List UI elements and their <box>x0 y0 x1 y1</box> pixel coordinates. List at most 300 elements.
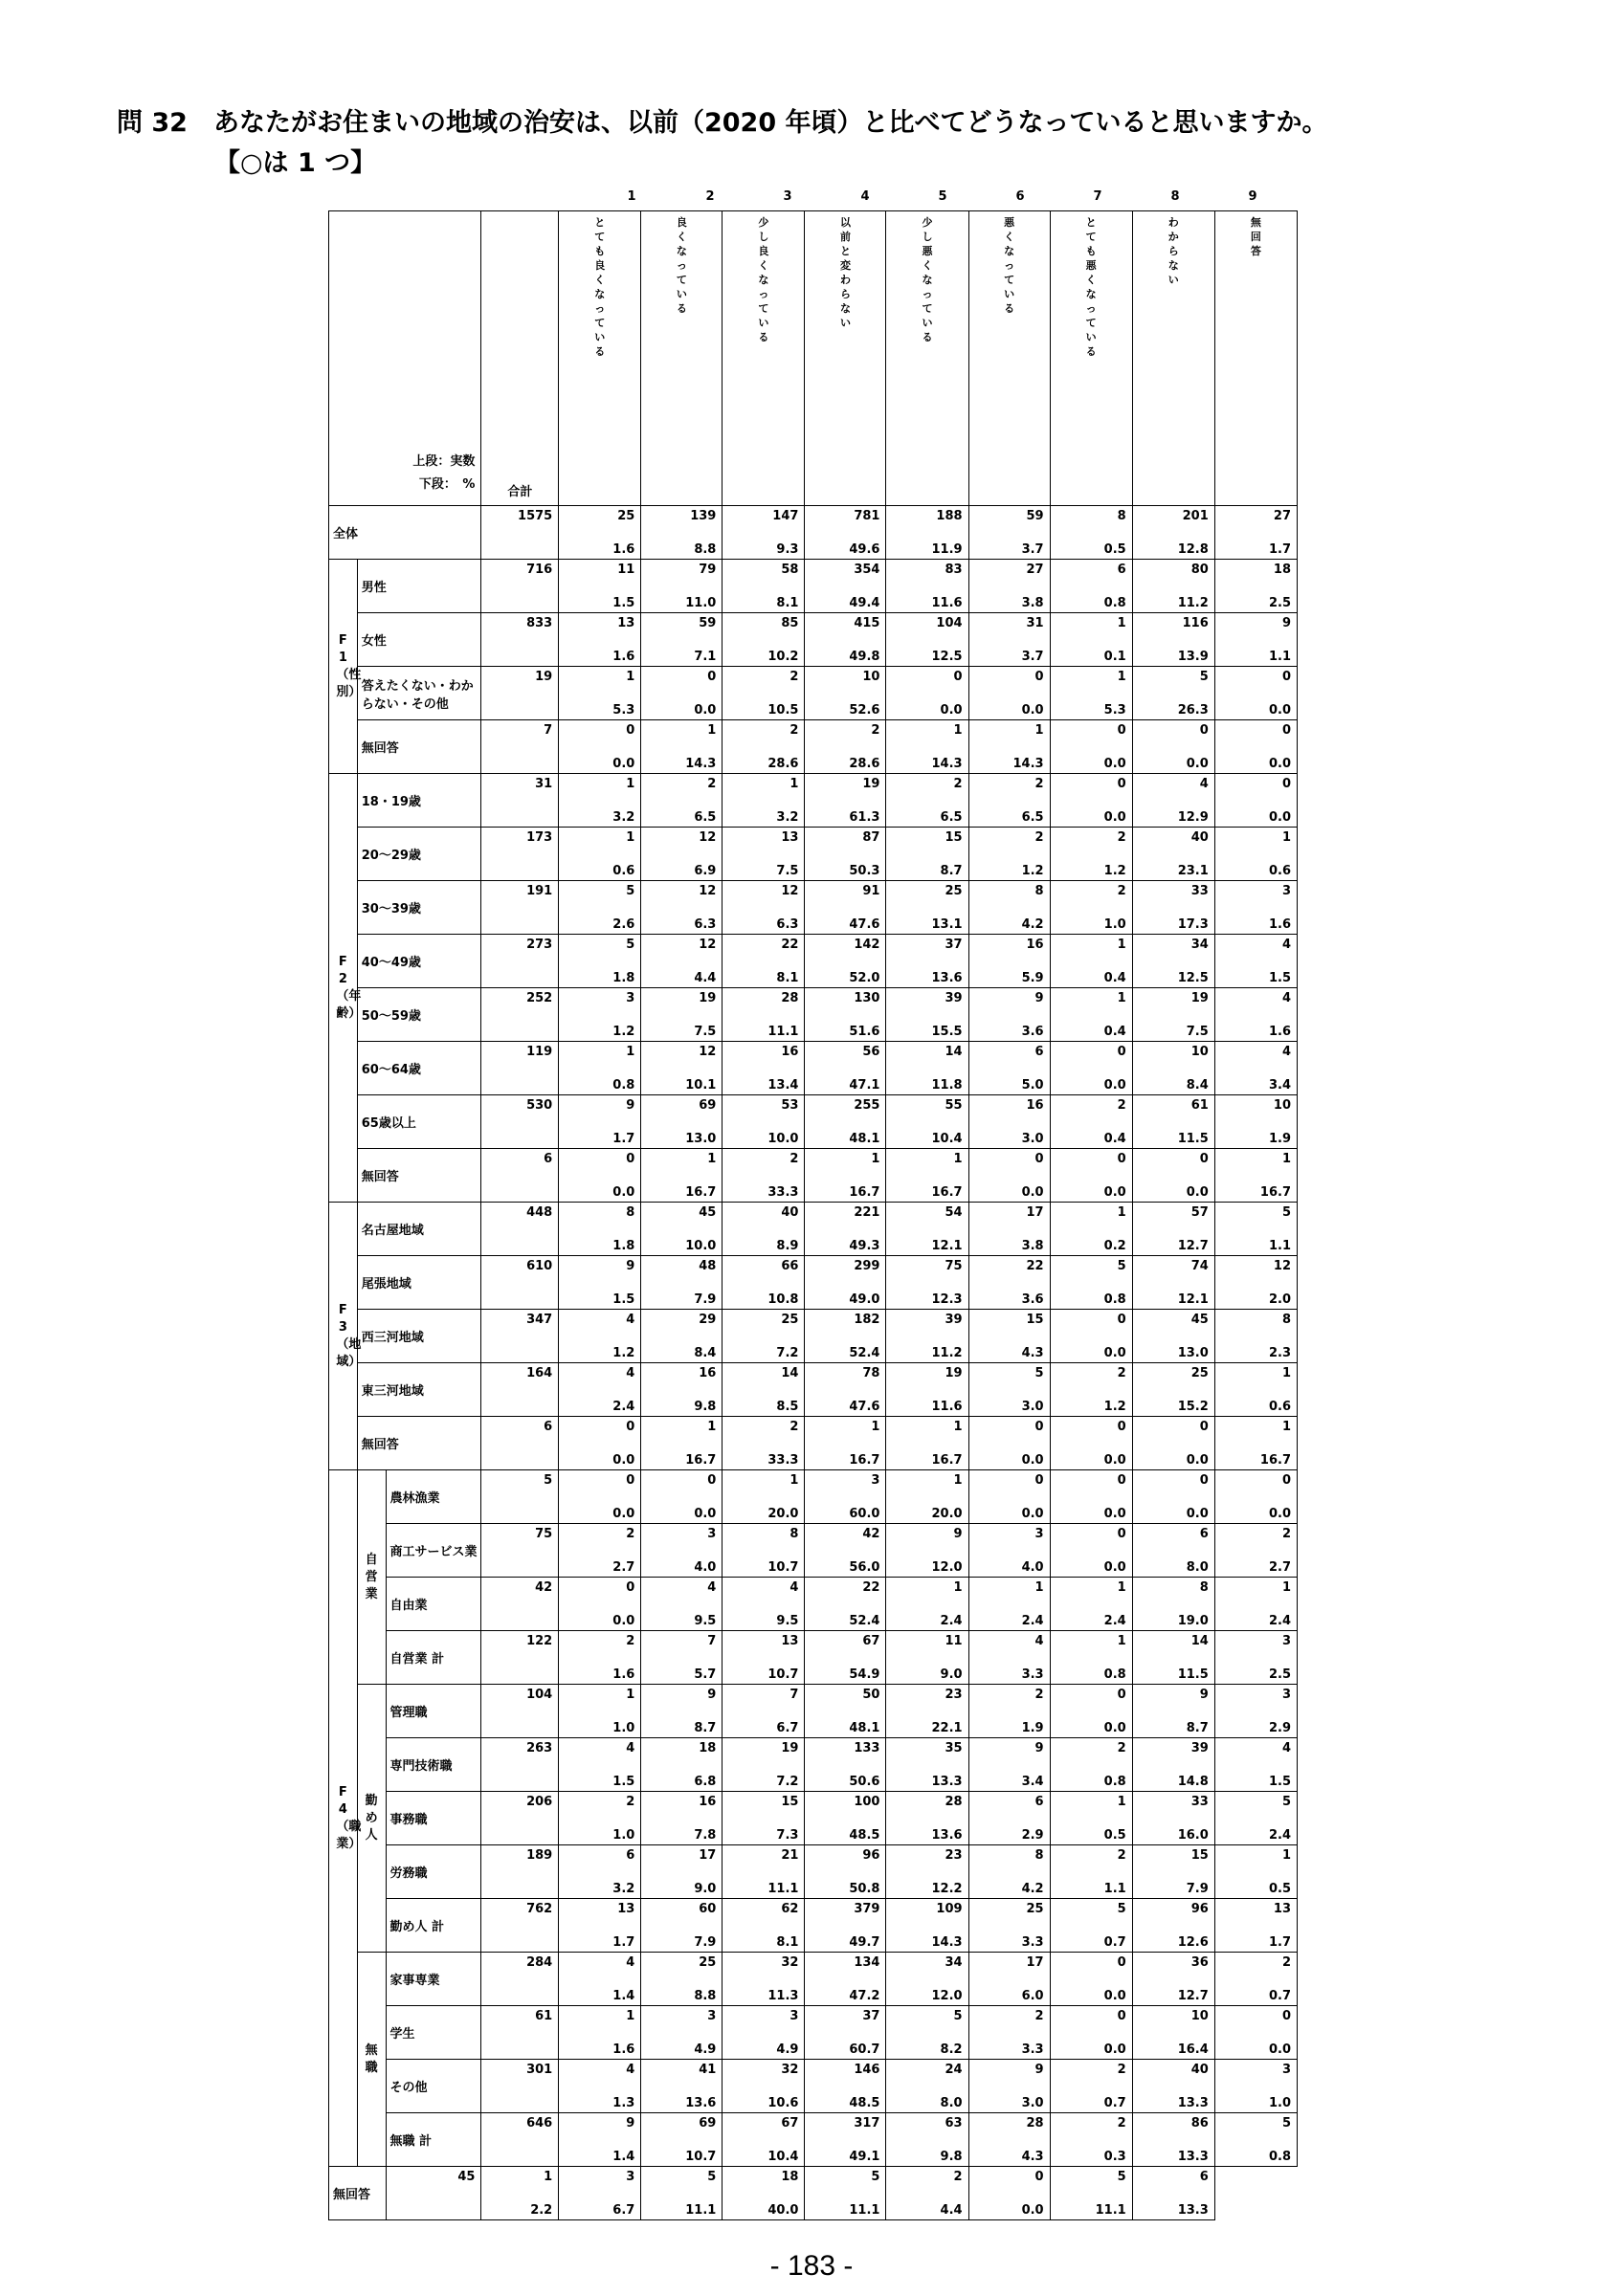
table-row <box>329 1524 1298 1578</box>
cell-count: 4 <box>626 1741 635 1755</box>
cell-count: 3 <box>789 2009 799 2023</box>
cell-count: 1 <box>707 723 717 738</box>
cell-count: 100 <box>854 1795 880 1809</box>
cell-percent: 13.6 <box>931 971 963 985</box>
cell-count: 0 <box>1117 1955 1126 1970</box>
cell-percent: 49.8 <box>849 650 880 664</box>
cell-percent: 1.5 <box>1268 971 1291 985</box>
cell-count: 3 <box>1281 1688 1291 1702</box>
cell <box>723 2113 805 2167</box>
cell <box>968 1953 1050 2006</box>
cell-count: 17 <box>699 1848 717 1863</box>
cell-percent: 1.3 <box>612 2096 635 2110</box>
cell-count: 139 <box>690 509 717 523</box>
cell-count: 5 <box>1117 1902 1126 1916</box>
group-label-text: F1（性別） <box>336 632 362 699</box>
total-count: 122 <box>526 1634 553 1648</box>
cell-percent: 13.1 <box>931 917 963 932</box>
cell-percent: 10.5 <box>767 703 799 718</box>
cell-count: 8 <box>1117 509 1126 523</box>
row-total <box>481 828 559 881</box>
cell-percent: 10.8 <box>767 1292 799 1307</box>
cell-count: 6 <box>1199 2170 1209 2184</box>
cell <box>559 1095 641 1149</box>
cell-percent: 20.0 <box>767 1507 799 1521</box>
cell-count: 0 <box>1117 1473 1126 1488</box>
cell <box>886 1845 968 1899</box>
cell-count: 2 <box>707 777 717 791</box>
cell-count: 2 <box>789 1152 799 1166</box>
cell <box>1214 667 1297 720</box>
cell-count: 23 <box>945 1848 963 1863</box>
cell-count: 10 <box>1273 1098 1291 1113</box>
cell-count: 16 <box>781 1045 799 1059</box>
cell-percent: 0.0 <box>1103 1989 1126 2003</box>
cell-percent: 0.0 <box>1268 1507 1291 1521</box>
cell <box>723 2060 805 2113</box>
cell <box>723 1149 805 1203</box>
cell-count: 21 <box>781 1848 799 1863</box>
cell-percent: 22.1 <box>931 1721 963 1735</box>
cell-count: 28 <box>945 1795 963 1809</box>
cell-count: 0 <box>1117 1688 1126 1702</box>
cell <box>723 1899 805 1953</box>
cell-percent: 1.5 <box>612 596 635 610</box>
cell-count: 59 <box>699 616 717 630</box>
cell-count: 8 <box>789 1527 799 1541</box>
cell-count: 31 <box>1026 616 1044 630</box>
cell <box>968 1256 1050 1310</box>
cell-percent: 2.2 <box>530 2203 553 2218</box>
cell-percent: 0.7 <box>1103 1935 1126 1950</box>
cell-percent: 48.5 <box>849 1828 880 1843</box>
table-row <box>329 1631 1298 1685</box>
cell <box>641 828 723 881</box>
cell-percent: 1.2 <box>1103 864 1126 878</box>
row-label: 家事専業 <box>386 1953 481 2006</box>
cell <box>1050 1363 1132 1417</box>
cell <box>886 1899 968 1953</box>
cell <box>886 935 968 988</box>
total-count: 7 <box>544 723 553 738</box>
cell <box>1132 506 1214 560</box>
cell-percent: 12.7 <box>1177 1239 1209 1253</box>
cell-percent: 2.4 <box>1103 1614 1126 1628</box>
cell <box>641 667 723 720</box>
cell-count: 8 <box>1034 884 1044 898</box>
cell-count: 1 <box>1117 616 1126 630</box>
cell-count: 25 <box>945 884 963 898</box>
cell-percent: 52.6 <box>849 703 880 718</box>
cell-count: 6 <box>1034 1045 1044 1059</box>
cell-count: 2 <box>1034 830 1044 845</box>
cell-count: 80 <box>1190 563 1209 577</box>
cell <box>805 1685 886 1738</box>
cell <box>641 2167 723 2220</box>
cell <box>1132 1363 1214 1417</box>
cell-count: 32 <box>781 2063 799 2077</box>
table-row <box>329 1310 1298 1363</box>
cell-percent: 16.0 <box>1177 1828 1209 1843</box>
cell-percent: 0.4 <box>1103 971 1126 985</box>
cell-count: 28 <box>1026 2116 1044 2130</box>
cell <box>559 1578 641 1631</box>
cell-count: 28 <box>781 991 799 1005</box>
cell-percent: 2.4 <box>1021 1614 1044 1628</box>
cell <box>886 828 968 881</box>
cell-count: 0 <box>1117 1420 1126 1434</box>
cell <box>641 1953 723 2006</box>
cell <box>1050 1042 1132 1095</box>
cell-count: 1 <box>1117 991 1126 1005</box>
cell <box>805 1899 886 1953</box>
cell <box>723 1845 805 1899</box>
cell-percent: 0.6 <box>612 864 635 878</box>
row-label: 65歳以上 <box>357 1095 481 1149</box>
cell-percent: 0.0 <box>1186 1185 1209 1200</box>
cell-percent: 14.8 <box>1177 1775 1209 1789</box>
cell <box>559 774 641 828</box>
cell <box>805 1256 886 1310</box>
row-total <box>481 1953 559 2006</box>
cell-count: 4 <box>626 1955 635 1970</box>
table-row <box>329 1363 1298 1417</box>
total-count: 45 <box>457 2170 476 2184</box>
group-label-text: F3（地域） <box>336 1302 362 1369</box>
cell <box>1214 1042 1297 1095</box>
cell-count: 5 <box>1281 2116 1291 2130</box>
cell-percent: 8.0 <box>1186 1560 1209 1575</box>
column-header <box>723 211 805 506</box>
cell-count: 1 <box>626 1688 635 1702</box>
cell-count: 354 <box>854 563 880 577</box>
cell <box>1050 560 1132 613</box>
cell-percent: 15.2 <box>1177 1400 1209 1414</box>
cell-count: 0 <box>626 723 635 738</box>
table-row <box>329 1738 1298 1792</box>
cell-percent: 11.1 <box>685 2203 717 2218</box>
cell-count: 12 <box>699 938 717 952</box>
cell-count: 9 <box>626 1098 635 1113</box>
cell-count: 2 <box>871 723 880 738</box>
cell-percent: 6.7 <box>612 2203 635 2218</box>
cell-count: 25 <box>781 1313 799 1327</box>
table-row <box>329 1417 1298 1470</box>
cell-percent: 8.1 <box>776 1935 799 1950</box>
cell-percent: 1.7 <box>612 1935 635 1950</box>
cell-count: 13 <box>781 1634 799 1648</box>
row-label: 20～29歳 <box>357 828 481 881</box>
row-total <box>481 881 559 935</box>
cell-percent: 11.6 <box>931 1400 963 1414</box>
cell-count: 22 <box>1026 1259 1044 1273</box>
cell-percent: 5.7 <box>694 1667 717 1682</box>
cell-count: 0 <box>626 1580 635 1595</box>
cell-percent: 11.2 <box>1177 596 1209 610</box>
cell <box>1214 1203 1297 1256</box>
cell-percent: 0.0 <box>1186 757 1209 771</box>
cell-count: 96 <box>1190 1902 1209 1916</box>
cell-percent: 60.7 <box>849 2042 880 2057</box>
cell-count: 2 <box>1034 777 1044 791</box>
cell-percent: 10.7 <box>767 1560 799 1575</box>
cell-percent: 12.3 <box>931 1292 963 1307</box>
total-count: 31 <box>535 777 553 791</box>
cell <box>886 1524 968 1578</box>
cell-percent: 0.0 <box>1268 703 1291 718</box>
cell-count: 0 <box>1117 1152 1126 1166</box>
cell <box>1132 2167 1214 2220</box>
cell-count: 22 <box>862 1580 880 1595</box>
cell <box>1050 2060 1132 2113</box>
cell-percent: 1.5 <box>1268 1775 1291 1789</box>
cell-percent: 52.0 <box>849 971 880 985</box>
cell-count: 2 <box>1117 2116 1126 2130</box>
cell-count: 12 <box>699 884 717 898</box>
cell <box>1132 1417 1214 1470</box>
table-row <box>329 720 1298 774</box>
table-row <box>329 1792 1298 1845</box>
cell <box>723 828 805 881</box>
cell <box>886 1149 968 1203</box>
cell <box>886 506 968 560</box>
cell-count: 0 <box>1117 777 1126 791</box>
cell-percent: 13.4 <box>767 1078 799 1093</box>
cell-count: 2 <box>626 1795 635 1809</box>
cell-percent: 4.2 <box>1021 917 1044 932</box>
cell-count: 0 <box>1281 723 1291 738</box>
cell-count: 1 <box>953 1152 963 1166</box>
cell-percent: 0.0 <box>1103 1721 1126 1735</box>
cell-count: 3 <box>626 2170 635 2184</box>
cell-count: 45 <box>699 1205 717 1220</box>
total-count: 19 <box>535 670 553 684</box>
cell <box>1050 1738 1132 1792</box>
table-row <box>329 881 1298 935</box>
cell <box>723 1417 805 1470</box>
cell-count: 16 <box>699 1795 717 1809</box>
cell-count: 134 <box>854 1955 880 1970</box>
cell-percent: 7.9 <box>1186 1882 1209 1896</box>
cell <box>723 1738 805 1792</box>
cell-count: 0 <box>1117 723 1126 738</box>
cell-count: 0 <box>1281 1473 1291 1488</box>
cell-percent: 50.8 <box>849 1882 880 1896</box>
cell <box>559 1524 641 1578</box>
cell-count: 2 <box>1117 1741 1126 1755</box>
cell <box>1050 613 1132 667</box>
cell-percent: 1.9 <box>1021 1721 1044 1735</box>
cell <box>805 1631 886 1685</box>
cell-count: 1 <box>871 1152 880 1166</box>
cell-percent: 8.8 <box>694 542 717 557</box>
cell-count: 188 <box>936 509 963 523</box>
cell <box>1214 1524 1297 1578</box>
cell-count: 2 <box>789 1420 799 1434</box>
cell <box>805 881 886 935</box>
row-label: 事務職 <box>386 1792 481 1845</box>
cell-percent: 0.8 <box>612 1078 635 1093</box>
cell-percent: 6.3 <box>776 917 799 932</box>
cell <box>1050 988 1132 1042</box>
cell-percent: 11.8 <box>931 1078 963 1093</box>
column-number: 4 <box>860 189 870 204</box>
group-label-f4 <box>329 1470 362 2167</box>
cell-count: 39 <box>945 991 963 1005</box>
cell-count: 58 <box>781 563 799 577</box>
cell-percent: 13.9 <box>1177 650 1209 664</box>
cell-percent: 10.0 <box>767 1132 799 1146</box>
total-count: 347 <box>526 1313 553 1327</box>
column-header <box>1214 211 1297 506</box>
cell-count: 13 <box>617 616 635 630</box>
row-label: 無回答 <box>357 1149 481 1203</box>
column-numbers <box>0 189 1623 209</box>
cell-count: 7 <box>789 1688 799 1702</box>
cell <box>1132 774 1214 828</box>
cell-percent: 2.3 <box>1268 1346 1291 1360</box>
cell-percent: 50.3 <box>849 864 880 878</box>
cell <box>1132 828 1214 881</box>
cell <box>1132 2060 1214 2113</box>
cell <box>641 1524 723 1578</box>
cell <box>723 1792 805 1845</box>
table-row <box>329 1095 1298 1149</box>
cell <box>559 1845 641 1899</box>
cell <box>559 1631 641 1685</box>
cell-count: 0 <box>953 670 963 684</box>
column-number: 7 <box>1093 189 1102 204</box>
cell <box>1214 828 1297 881</box>
group-label-f1 <box>329 560 362 774</box>
cell-percent: 9.3 <box>776 542 799 557</box>
cell-count: 5 <box>953 2009 963 2023</box>
cell-percent: 7.9 <box>694 1292 717 1307</box>
cell-count: 13 <box>781 830 799 845</box>
cell <box>805 506 886 560</box>
cell-count: 6 <box>1034 1795 1044 1809</box>
cell <box>559 1256 641 1310</box>
cell <box>1214 1578 1297 1631</box>
cell <box>886 2167 968 2220</box>
row-label: 60～64歳 <box>357 1042 481 1095</box>
total-count: 164 <box>526 1366 553 1380</box>
total-count: 6 <box>544 1420 553 1434</box>
cell-count: 1 <box>1281 1152 1291 1166</box>
cell-count: 62 <box>781 1902 799 1916</box>
cell-count: 3 <box>1034 1527 1044 1541</box>
cell-count: 34 <box>1190 938 1209 952</box>
cell-percent: 8.2 <box>940 2042 963 2057</box>
cell-percent: 2.9 <box>1268 1721 1291 1735</box>
cell-count: 5 <box>626 884 635 898</box>
cell-percent: 0.0 <box>1021 703 1044 718</box>
cell-percent: 3.7 <box>1021 650 1044 664</box>
cell-count: 1 <box>707 1152 717 1166</box>
cell-count: 3 <box>1281 1634 1291 1648</box>
table-row <box>329 774 1298 828</box>
cell-count: 2 <box>1281 1527 1291 1541</box>
cell-count: 29 <box>699 1313 717 1327</box>
cell-count: 12 <box>699 1045 717 1059</box>
cell-percent: 3.2 <box>776 810 799 825</box>
cell <box>886 1953 968 2006</box>
cell-count: 56 <box>862 1045 880 1059</box>
cell <box>805 1417 886 1470</box>
cell <box>559 2060 641 2113</box>
cell-count: 33 <box>1190 884 1209 898</box>
cell-percent: 13.6 <box>685 2096 717 2110</box>
cell <box>968 720 1050 774</box>
group-label-f3 <box>329 1203 362 1470</box>
cell-percent: 47.6 <box>849 1400 880 1414</box>
cell-count: 39 <box>1190 1741 1209 1755</box>
cell-percent: 2.4 <box>612 1400 635 1414</box>
cell-percent: 1.5 <box>612 1775 635 1789</box>
cell-percent: 1.1 <box>1268 650 1291 664</box>
cell-percent: 10.1 <box>685 1078 717 1093</box>
row-label: 労務職 <box>386 1845 481 1899</box>
cell <box>1214 613 1297 667</box>
column-header <box>1050 211 1132 506</box>
crosstab-table <box>328 210 1298 2220</box>
cell <box>1214 506 1297 560</box>
cell-count: 7 <box>707 1634 717 1648</box>
column-header-label: 悪くなっている <box>1004 216 1015 315</box>
cell-count: 116 <box>1182 616 1209 630</box>
cell-percent: 1.4 <box>612 1989 635 2003</box>
column-header-label: 以前と変わらない <box>839 216 851 329</box>
row-total <box>481 1042 559 1095</box>
cell-count: 142 <box>854 938 880 952</box>
cell-count: 5 <box>1117 2170 1126 2184</box>
cell <box>723 720 805 774</box>
column-number: 8 <box>1170 189 1180 204</box>
cell-percent: 3.3 <box>1021 2042 1044 2057</box>
column-header <box>1132 211 1214 506</box>
cell-percent: 10.7 <box>767 1667 799 1682</box>
cell-count: 2 <box>1117 1848 1126 1863</box>
cell <box>968 2060 1050 2113</box>
cell <box>805 560 886 613</box>
cell-count: 4 <box>626 2063 635 2077</box>
row-total <box>481 2113 559 2167</box>
cell-percent: 5.3 <box>1103 703 1126 718</box>
column-header <box>968 211 1050 506</box>
cell <box>1214 1363 1297 1417</box>
cell-count: 3 <box>626 991 635 1005</box>
cell-percent: 10.2 <box>767 650 799 664</box>
cell <box>723 506 805 560</box>
cell <box>1214 1899 1297 1953</box>
cell <box>968 1417 1050 1470</box>
cell <box>1050 1845 1132 1899</box>
cell-count: 1 <box>626 2009 635 2023</box>
cell-percent: 4.9 <box>694 2042 717 2057</box>
cell <box>805 667 886 720</box>
cell <box>723 1578 805 1631</box>
column-number: 3 <box>783 189 792 204</box>
cell-percent: 0.6 <box>1268 864 1291 878</box>
row-total <box>481 1363 559 1417</box>
column-header <box>805 211 886 506</box>
cell-percent: 5.3 <box>612 703 635 718</box>
cell <box>1050 774 1132 828</box>
cell-percent: 8.7 <box>694 1721 717 1735</box>
cell-count: 19 <box>862 777 880 791</box>
cell-count: 12 <box>781 884 799 898</box>
cell-count: 27 <box>1273 509 1291 523</box>
